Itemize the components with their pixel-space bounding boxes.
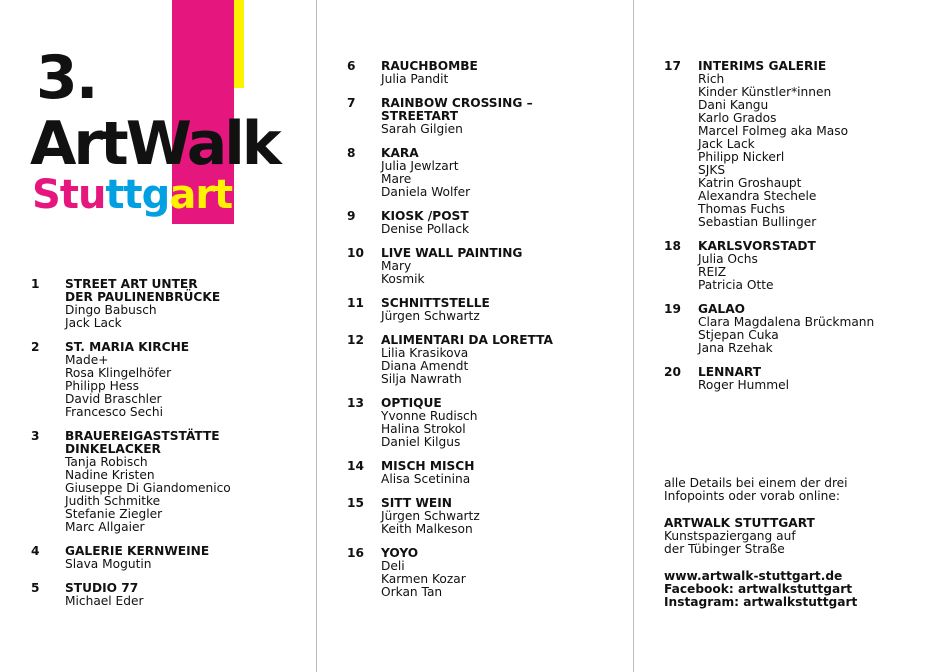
artist-name: Diana Amendt: [381, 359, 469, 373]
artist-name: Stefanie Ziegler: [65, 507, 163, 521]
venue-title: GALAO: [698, 302, 745, 316]
artist-name: Philipp Nickerl: [698, 150, 785, 164]
venue-entry: [31, 545, 311, 571]
venue-number: 19: [664, 302, 681, 316]
logo-city: [32, 172, 232, 218]
venue-list-column-3: [664, 60, 944, 403]
logo-title: ArtWalk: [30, 109, 279, 179]
artist-name: Francesco Sechi: [65, 405, 163, 419]
artist-name: Jana Rzehak: [698, 341, 773, 355]
logo-city-letter: u: [77, 172, 106, 218]
venue-title: ALIMENTARI DA LORETTA: [381, 333, 553, 347]
venue-entry: [664, 366, 944, 392]
venue-title: STREETART: [381, 109, 459, 123]
venue-title: DINKELACKER: [65, 442, 161, 456]
venue-entry: [347, 397, 627, 449]
org-title: ARTWALK STUTTGART: [664, 516, 815, 530]
artist-name: Denise Pollack: [381, 222, 470, 236]
venue-title: INTERIMS GALERIE: [698, 59, 827, 73]
artist-name: Kosmik: [381, 272, 425, 286]
artist-name: Yvonne Rudisch: [381, 409, 478, 423]
artist-name: Alexandra Stechele: [698, 189, 817, 203]
logo-city-letter: a: [169, 172, 196, 218]
artist-name: Roger Hummel: [698, 378, 790, 392]
venue-entry: [347, 297, 627, 323]
artist-name: Julia Pandit: [381, 72, 449, 86]
artist-name: Rich: [698, 72, 725, 86]
artist-name: Nadine Kristen: [65, 468, 155, 482]
venue-title: SCHNITTSTELLE: [381, 296, 490, 310]
venue-title: RAINBOW CROSSING –: [381, 96, 533, 110]
venue-number: 4: [31, 544, 40, 558]
venue-entry: [31, 341, 311, 419]
venue-number: 10: [347, 246, 364, 260]
venue-list-column-2: [347, 60, 627, 610]
venue-title: YOYO: [381, 546, 419, 560]
info-block: [664, 477, 944, 609]
venue-number: 20: [664, 365, 681, 379]
yellow-color-bar: [234, 0, 244, 88]
venue-number: 9: [347, 209, 356, 223]
venue-entry: [347, 247, 627, 286]
artist-name: Jack Lack: [698, 137, 755, 151]
venue-title: STREET ART UNTER: [65, 277, 198, 291]
venue-title: DER PAULINENBRÜCKE: [65, 290, 221, 304]
venue-entry: [31, 278, 311, 330]
artist-name: Stjepan Cuka: [698, 328, 779, 342]
artist-name: Philipp Hess: [65, 379, 139, 393]
artist-name: Daniel Kilgus: [381, 435, 461, 449]
artist-name: Julia Ochs: [698, 252, 758, 266]
venue-title: KARLSVORSTADT: [698, 239, 816, 253]
venue-number: 17: [664, 59, 681, 73]
artist-name: Jack Lack: [65, 316, 122, 330]
venue-number: 11: [347, 296, 364, 310]
artist-name: Jürgen Schwartz: [381, 309, 480, 323]
logo-city-letter: t: [123, 172, 142, 218]
artist-name: Daniela Wolfer: [381, 185, 471, 199]
artist-name: Alisa Scetinina: [381, 472, 471, 486]
artist-name: Sarah Gilgien: [381, 122, 463, 136]
venue-number: 3: [31, 429, 40, 443]
venue-entry: [347, 210, 627, 236]
artist-name: Slava Mogutin: [65, 557, 152, 571]
facebook-link[interactable]: Facebook: artwalkstuttgart: [664, 582, 853, 596]
artist-name: Dingo Babusch: [65, 303, 157, 317]
venue-number: 14: [347, 459, 364, 473]
artist-name: Thomas Fuchs: [698, 202, 786, 216]
venue-number: 16: [347, 546, 364, 560]
venue-number: 7: [347, 96, 356, 110]
venue-title: BRAUEREIGASTSTÄTTE: [65, 429, 220, 443]
fold-line-right: [633, 0, 634, 672]
artist-name: Lilia Krasikova: [381, 346, 469, 360]
venue-entry: [347, 460, 627, 486]
artist-name: Katrin Groshaupt: [698, 176, 802, 190]
artist-name: Mare: [381, 172, 412, 186]
org-line: der Tübinger Straße: [664, 542, 785, 556]
org-line: Kunstspaziergang auf: [664, 529, 796, 543]
artist-name: Marcel Folmeg aka Maso: [698, 124, 849, 138]
artist-name: Karlo Grados: [698, 111, 777, 125]
venue-number: 2: [31, 340, 40, 354]
logo-city-letter: t: [59, 172, 78, 218]
venue-entry: [31, 430, 311, 534]
artist-name: Judith Schmitke: [65, 494, 161, 508]
venue-entry: [664, 303, 944, 355]
logo-city-letter: g: [141, 172, 170, 218]
artist-name: Orkan Tan: [381, 585, 443, 599]
artist-name: Halina Strokol: [381, 422, 466, 436]
website-link[interactable]: www.artwalk-stuttgart.de: [664, 569, 843, 583]
artist-name: Clara Magdalena Brückmann: [698, 315, 875, 329]
artist-name: Deli: [381, 559, 405, 573]
venue-number: 12: [347, 333, 364, 347]
artist-name: Keith Malkeson: [381, 522, 473, 536]
venue-entry: [664, 60, 944, 229]
artist-name: Michael Eder: [65, 594, 144, 608]
venue-title: GALERIE KERNWEINE: [65, 544, 210, 558]
venue-entry: [347, 147, 627, 199]
instagram-link[interactable]: Instagram: artwalkstuttgart: [664, 595, 858, 609]
venue-entry: [31, 582, 311, 608]
venue-entry: [347, 547, 627, 599]
venue-title: SITT WEIN: [381, 496, 452, 510]
venue-entry: [347, 497, 627, 536]
info-intro-line: alle Details bei einem der drei: [664, 476, 848, 490]
logo-city-letter: t: [105, 172, 124, 218]
venue-title: LIVE WALL PAINTING: [381, 246, 523, 260]
logo-city-letter: S: [32, 172, 60, 218]
venue-number: 1: [31, 277, 40, 291]
artist-name: Julia Jewlzart: [381, 159, 459, 173]
venue-title: OPTIQUE: [381, 396, 442, 410]
artist-name: Rosa Klingelhöfer: [65, 366, 172, 380]
venue-number: 18: [664, 239, 681, 253]
fold-line-left: [316, 0, 317, 672]
logo-city-letter: r: [195, 172, 215, 218]
venue-entry: [664, 240, 944, 292]
venue-title: MISCH MISCH: [381, 459, 475, 473]
artist-name: Mary: [381, 259, 412, 273]
venue-title: ST. MARIA KIRCHE: [65, 340, 190, 354]
venue-list-column-1: [31, 278, 311, 619]
links-block: [664, 570, 944, 609]
artist-name: Tanja Robisch: [65, 455, 148, 469]
artist-name: Karmen Kozar: [381, 572, 466, 586]
venue-title: LENNART: [698, 365, 762, 379]
artist-name: Made+: [65, 353, 109, 367]
venue-title: STUDIO 77: [65, 581, 139, 595]
info-intro-line: Infopoints oder vorab online:: [664, 489, 840, 503]
venue-number: 5: [31, 581, 40, 595]
venue-title: KIOSK /POST: [381, 209, 469, 223]
artist-name: SJKS: [698, 163, 726, 177]
artist-name: Jürgen Schwartz: [381, 509, 480, 523]
venue-number: 15: [347, 496, 364, 510]
venue-title: RAUCHBOMBE: [381, 59, 478, 73]
venue-title: KARA: [381, 146, 419, 160]
artist-name: Silja Nawrath: [381, 372, 462, 386]
artist-name: Patricia Otte: [698, 278, 774, 292]
artist-name: REIZ: [698, 265, 727, 279]
logo-edition-number: 3.: [36, 43, 97, 113]
logo-city-letter: t: [214, 172, 233, 218]
artist-name: David Braschler: [65, 392, 162, 406]
venue-entry: [347, 60, 627, 86]
venue-number: 8: [347, 146, 356, 160]
artist-name: Kinder Künstler*innen: [698, 85, 832, 99]
artist-name: Marc Allgaier: [65, 520, 145, 534]
artist-name: Sebastian Bullinger: [698, 215, 817, 229]
venue-entry: [347, 334, 627, 386]
artist-name: Dani Kangu: [698, 98, 769, 112]
venue-number: 13: [347, 396, 364, 410]
artist-name: Giuseppe Di Giandomenico: [65, 481, 231, 495]
venue-entry: [347, 97, 627, 136]
venue-number: 6: [347, 59, 356, 73]
